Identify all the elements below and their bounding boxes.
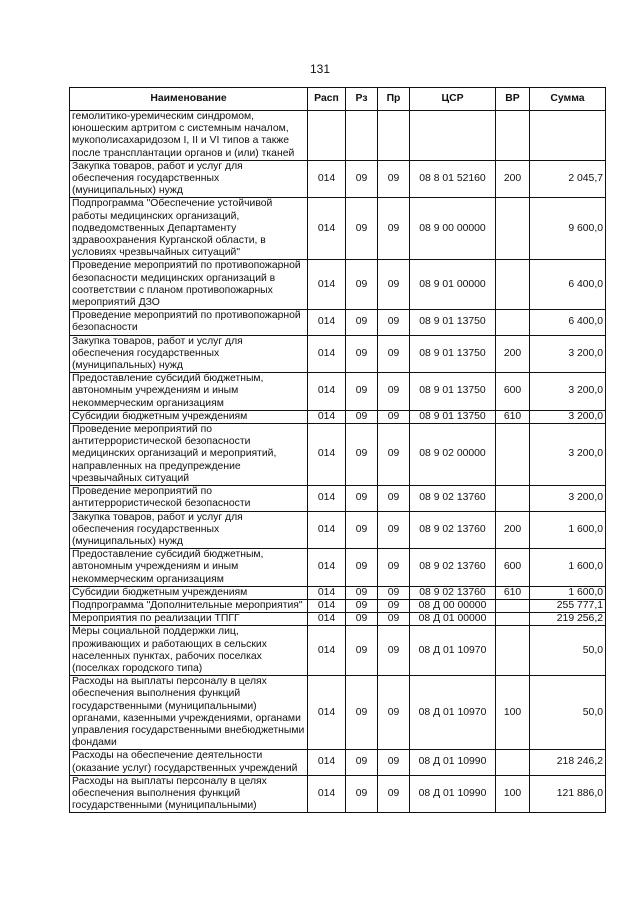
table-row <box>70 750 606 775</box>
table-row <box>70 486 606 511</box>
cell-sum: 50,0 <box>530 626 606 676</box>
header-vr: ВР <box>496 88 530 111</box>
cell-rz: 09 <box>346 511 378 549</box>
cell-vr <box>496 111 530 161</box>
cell-rasp: 014 <box>308 310 346 335</box>
table-row <box>70 613 606 626</box>
cell-name: Подпрограмма "Дополнительные мероприятия" <box>70 599 308 612</box>
cell-name: гемолитико-уремическим синдромом, юношеским артритом с системным началом, мукополисахаридозом I, II и VI типов а также после трансплантации органов и (или) тканей <box>70 111 308 161</box>
table-row <box>70 599 606 612</box>
cell-name: Закупка товаров, работ и услуг для обеспечения государственных (муниципальных) нужд <box>70 511 308 549</box>
cell-rasp: 014 <box>308 626 346 676</box>
cell-rz: 09 <box>346 335 378 373</box>
table-row <box>70 373 606 411</box>
cell-sum: 6 400,0 <box>530 310 606 335</box>
cell-csr: 08 Д 01 10990 <box>410 750 496 775</box>
cell-pr: 09 <box>378 335 410 373</box>
header-csr: ЦСР <box>410 88 496 111</box>
cell-name: Проведение мероприятий по противопожарной безопасности <box>70 310 308 335</box>
cell-vr: 100 <box>496 775 530 813</box>
table-row <box>70 160 606 198</box>
cell-name: Предоставление субсидий бюджетным, автономным учреждениям и иным некоммерческим организациям <box>70 549 308 587</box>
cell-sum: 219 256,2 <box>530 613 606 626</box>
cell-sum <box>530 111 606 161</box>
cell-vr <box>496 750 530 775</box>
cell-csr: 08 9 02 00000 <box>410 424 496 486</box>
cell-sum: 3 200,0 <box>530 335 606 373</box>
cell-pr: 09 <box>378 260 410 310</box>
cell-sum: 3 200,0 <box>530 373 606 411</box>
cell-rasp: 014 <box>308 335 346 373</box>
cell-pr: 09 <box>378 424 410 486</box>
cell-name: Субсидии бюджетным учреждениям <box>70 410 308 423</box>
cell-name: Расходы на обеспечение деятельности (оказание услуг) государственных учреждений <box>70 750 308 775</box>
cell-vr: 200 <box>496 160 530 198</box>
cell-sum: 6 400,0 <box>530 260 606 310</box>
cell-csr: 08 9 01 13750 <box>410 410 496 423</box>
cell-rz: 09 <box>346 599 378 612</box>
cell-rz: 09 <box>346 198 378 260</box>
table-row <box>70 198 606 260</box>
table-row <box>70 335 606 373</box>
cell-vr <box>496 424 530 486</box>
cell-rz: 09 <box>346 676 378 750</box>
cell-pr <box>378 111 410 161</box>
cell-name: Предоставление субсидий бюджетным, автономным учреждениям и иным некоммерческим организациям <box>70 373 308 411</box>
cell-vr <box>496 626 530 676</box>
cell-sum: 50,0 <box>530 676 606 750</box>
table-row <box>70 511 606 549</box>
cell-sum: 121 886,0 <box>530 775 606 813</box>
cell-sum: 3 200,0 <box>530 424 606 486</box>
cell-pr: 09 <box>378 310 410 335</box>
cell-rz: 09 <box>346 750 378 775</box>
cell-sum: 1 600,0 <box>530 549 606 587</box>
cell-pr: 09 <box>378 373 410 411</box>
cell-csr: 08 Д 00 00000 <box>410 599 496 612</box>
cell-rasp: 014 <box>308 198 346 260</box>
cell-name: Проведение мероприятий по антитеррористической безопасности <box>70 486 308 511</box>
cell-sum: 2 045,7 <box>530 160 606 198</box>
cell-rz: 09 <box>346 775 378 813</box>
cell-rasp: 014 <box>308 486 346 511</box>
cell-name: Меры социальной поддержки лиц, проживающих и работающих в сельских населенных пунктах, рабочих поселках (поселках городского типа) <box>70 626 308 676</box>
header-pr: Пр <box>378 88 410 111</box>
table-row <box>70 586 606 599</box>
cell-rz: 09 <box>346 260 378 310</box>
cell-pr: 09 <box>378 549 410 587</box>
cell-rasp: 014 <box>308 613 346 626</box>
cell-vr <box>496 198 530 260</box>
cell-vr <box>496 613 530 626</box>
table-header-row <box>70 88 606 111</box>
cell-rasp: 014 <box>308 775 346 813</box>
cell-pr: 09 <box>378 586 410 599</box>
cell-csr: 08 9 01 13750 <box>410 310 496 335</box>
cell-csr: 08 8 01 52160 <box>410 160 496 198</box>
cell-name: Проведение мероприятий по антитеррористической безопасности медицинских организаций и мероприятий, направленных на предупреждение чрезвычайных ситуаций <box>70 424 308 486</box>
cell-rasp: 014 <box>308 549 346 587</box>
cell-pr: 09 <box>378 599 410 612</box>
cell-pr: 09 <box>378 511 410 549</box>
table-row <box>70 549 606 587</box>
cell-pr: 09 <box>378 160 410 198</box>
cell-sum: 3 200,0 <box>530 410 606 423</box>
cell-rasp: 014 <box>308 586 346 599</box>
cell-rasp: 014 <box>308 160 346 198</box>
cell-vr: 600 <box>496 549 530 587</box>
cell-rz: 09 <box>346 613 378 626</box>
cell-rasp: 014 <box>308 676 346 750</box>
cell-rasp <box>308 111 346 161</box>
cell-pr: 09 <box>378 775 410 813</box>
table-row <box>70 775 606 813</box>
table-row <box>70 260 606 310</box>
cell-vr: 610 <box>496 410 530 423</box>
cell-rasp: 014 <box>308 373 346 411</box>
cell-rz: 09 <box>346 486 378 511</box>
cell-vr <box>496 260 530 310</box>
cell-sum: 255 777,1 <box>530 599 606 612</box>
header-rz: Рз <box>346 88 378 111</box>
cell-csr: 08 9 01 13750 <box>410 373 496 411</box>
cell-name: Закупка товаров, работ и услуг для обеспечения государственных (муниципальных) нужд <box>70 160 308 198</box>
table-row <box>70 626 606 676</box>
cell-pr: 09 <box>378 750 410 775</box>
cell-vr: 100 <box>496 676 530 750</box>
header-sum: Сумма <box>530 88 606 111</box>
cell-csr: 08 Д 01 10970 <box>410 676 496 750</box>
budget-table <box>69 87 606 813</box>
cell-vr <box>496 599 530 612</box>
cell-rasp: 014 <box>308 599 346 612</box>
cell-pr: 09 <box>378 486 410 511</box>
cell-rz: 09 <box>346 160 378 198</box>
cell-csr: 08 Д 01 10970 <box>410 626 496 676</box>
header-name: Наименование <box>70 88 308 111</box>
table-row <box>70 424 606 486</box>
cell-csr <box>410 111 496 161</box>
table-row <box>70 111 606 161</box>
cell-csr: 08 9 02 13760 <box>410 511 496 549</box>
cell-sum: 1 600,0 <box>530 586 606 599</box>
cell-csr: 08 9 00 00000 <box>410 198 496 260</box>
table-row <box>70 676 606 750</box>
cell-name: Закупка товаров, работ и услуг для обеспечения государственных (муниципальных) нужд <box>70 335 308 373</box>
cell-pr: 09 <box>378 198 410 260</box>
table-body <box>70 111 606 813</box>
cell-csr: 08 9 01 13750 <box>410 335 496 373</box>
cell-vr: 200 <box>496 511 530 549</box>
table-row <box>70 410 606 423</box>
cell-vr: 600 <box>496 373 530 411</box>
cell-rz: 09 <box>346 549 378 587</box>
cell-rz: 09 <box>346 626 378 676</box>
cell-vr <box>496 486 530 511</box>
cell-pr: 09 <box>378 626 410 676</box>
cell-pr: 09 <box>378 613 410 626</box>
cell-csr: 08 Д 01 10990 <box>410 775 496 813</box>
cell-pr: 09 <box>378 410 410 423</box>
cell-name: Мероприятия по реализации ТПГГ <box>70 613 308 626</box>
cell-sum: 9 600,0 <box>530 198 606 260</box>
cell-sum: 1 600,0 <box>530 511 606 549</box>
cell-name: Подпрограмма "Обеспечение устойчивой работы медицинских организаций, подведомственных Департаменту здравоохранения Курганской области, в условиях чрезвычайных ситуаций" <box>70 198 308 260</box>
cell-csr: 08 9 02 13760 <box>410 586 496 599</box>
cell-rz: 09 <box>346 586 378 599</box>
cell-csr: 08 9 01 00000 <box>410 260 496 310</box>
cell-rasp: 014 <box>308 511 346 549</box>
cell-pr: 09 <box>378 676 410 750</box>
cell-name: Субсидии бюджетным учреждениям <box>70 586 308 599</box>
cell-rasp: 014 <box>308 750 346 775</box>
cell-csr: 08 Д 01 00000 <box>410 613 496 626</box>
cell-name: Проведение мероприятий по противопожарной безопасности медицинских организаций в соответствии с планом противопожарных мероприятий ДЗО <box>70 260 308 310</box>
cell-rasp: 014 <box>308 410 346 423</box>
cell-rz: 09 <box>346 424 378 486</box>
cell-vr <box>496 310 530 335</box>
cell-rasp: 014 <box>308 424 346 486</box>
cell-csr: 08 9 02 13760 <box>410 549 496 587</box>
cell-name: Расходы на выплаты персоналу в целях обеспечения выполнения функций государственными (муниципальными) органами, казенными учреждениями, органами управления государственными внебюджетными фондами <box>70 676 308 750</box>
cell-rasp: 014 <box>308 260 346 310</box>
cell-rz: 09 <box>346 410 378 423</box>
cell-sum: 3 200,0 <box>530 486 606 511</box>
header-rasp: Расп <box>308 88 346 111</box>
table-row <box>70 310 606 335</box>
cell-csr: 08 9 02 13760 <box>410 486 496 511</box>
cell-rz: 09 <box>346 373 378 411</box>
page-number: 131 <box>309 62 331 76</box>
cell-name: Расходы на выплаты персоналу в целях обеспечения выполнения функций государственными (муниципальными) <box>70 775 308 813</box>
cell-sum: 218 246,2 <box>530 750 606 775</box>
cell-vr: 200 <box>496 335 530 373</box>
cell-rz: 09 <box>346 310 378 335</box>
cell-rz <box>346 111 378 161</box>
cell-vr: 610 <box>496 586 530 599</box>
